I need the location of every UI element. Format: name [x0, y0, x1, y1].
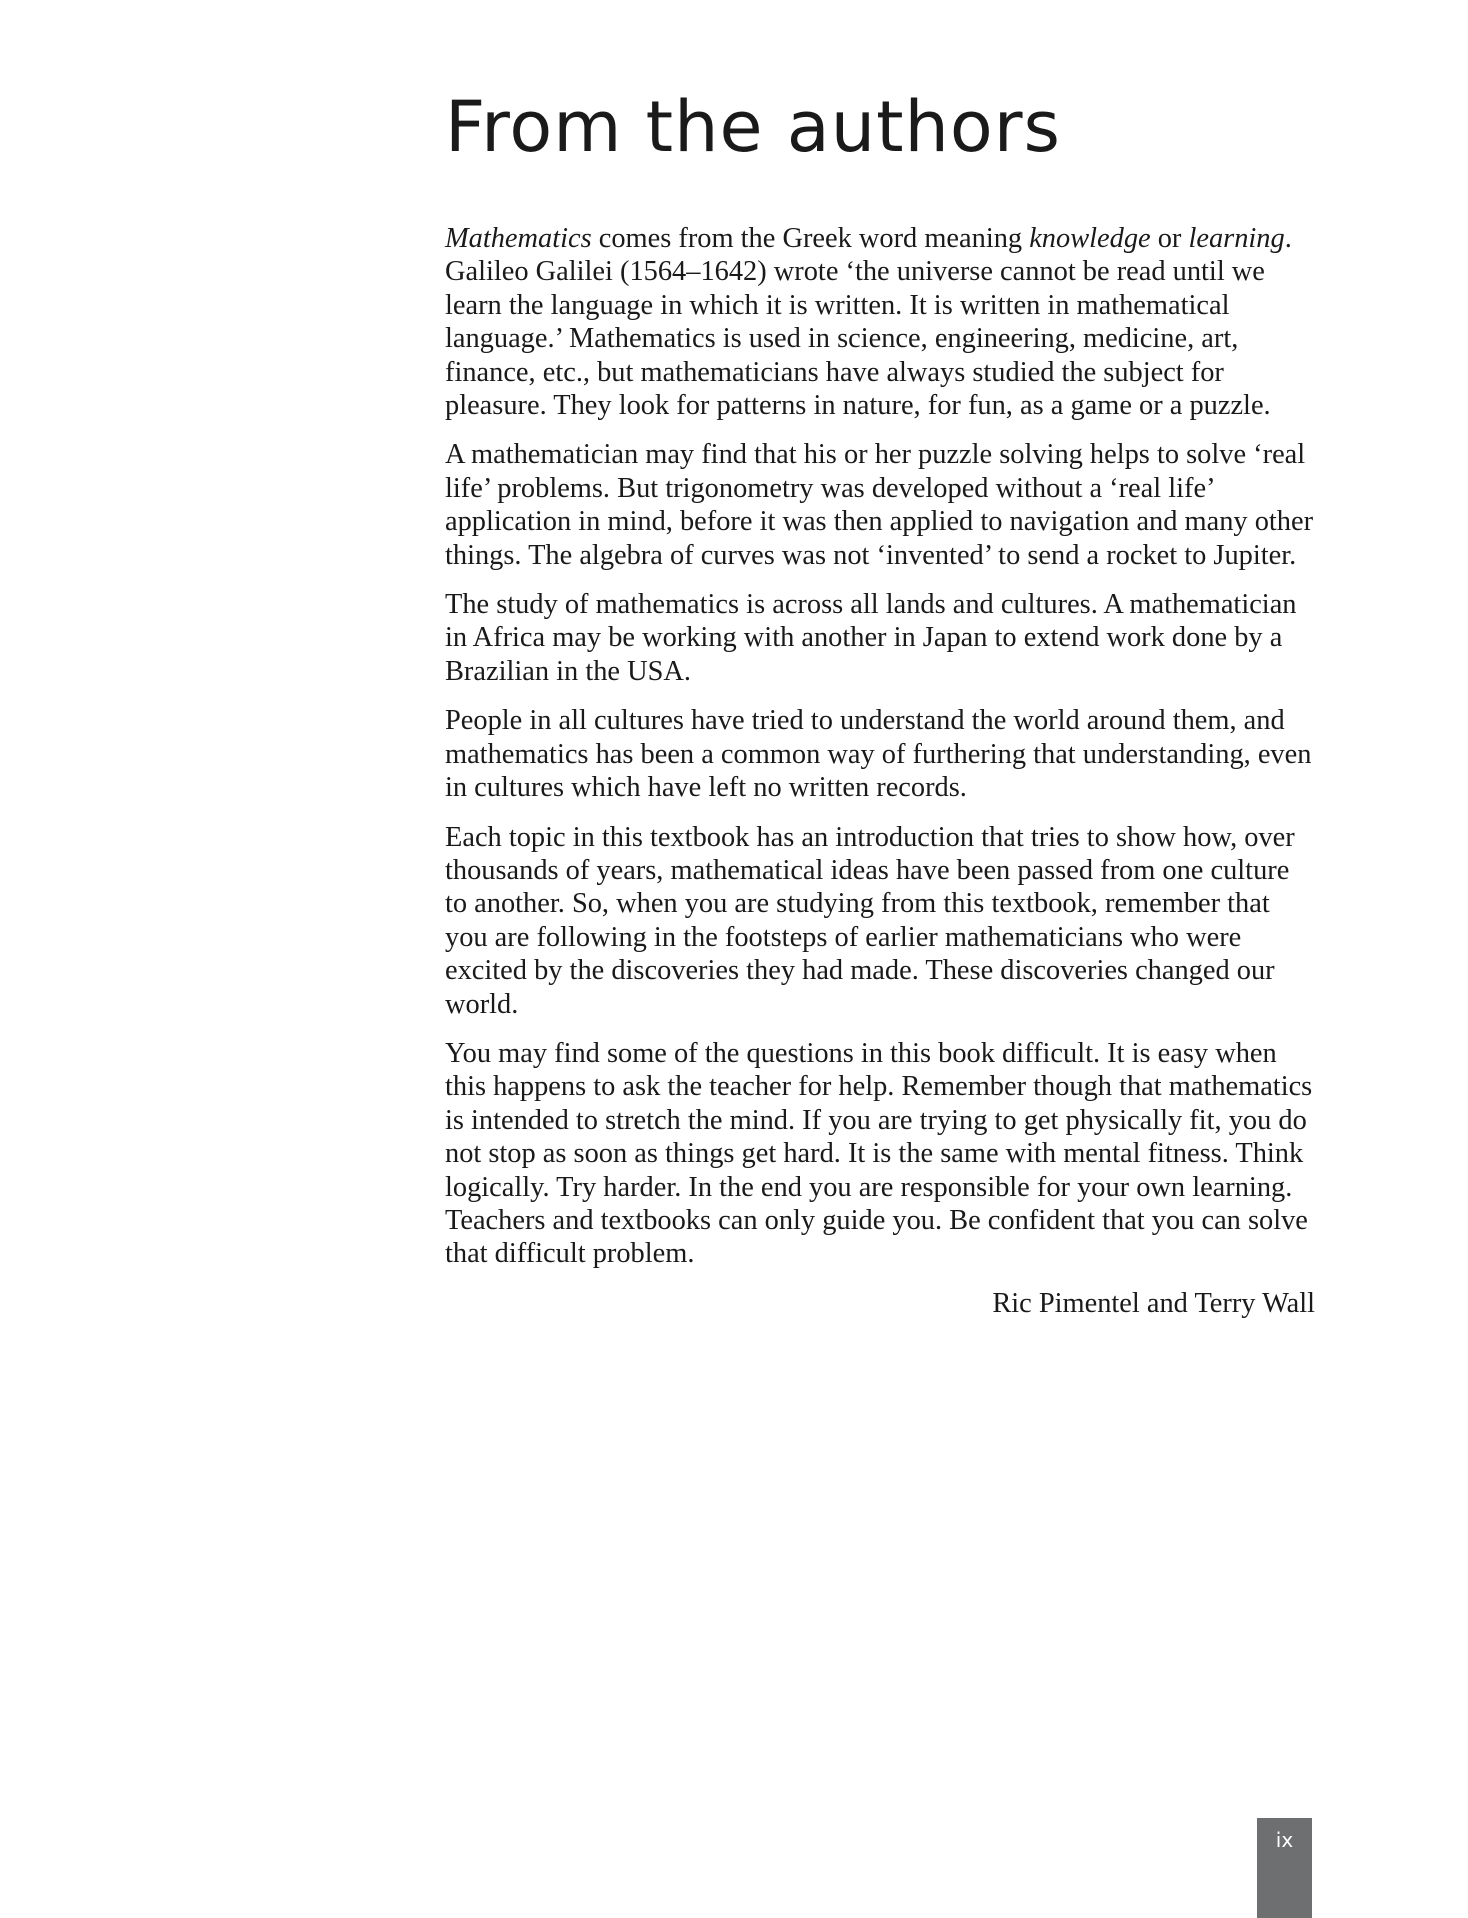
- paragraph-5: [445, 821, 1315, 1021]
- paragraph-text-segment: Each topic in this textbook has an introduction that tries to show how, over thousands of years, mathematical ideas have been passed from one culture to another. So, when you are studying from this textbook, remember that you are following in the footsteps of earlier mathematicians who were excited by the discoveries they had made. These discoveries changed our world.: [445, 821, 1295, 1020]
- paragraph-6: [445, 1037, 1315, 1271]
- paragraph-text-segment: The study of mathematics is across all lands and cultures. A mathematician in Africa may be working with another in Japan to extend work done by a Brazilian in the USA.: [445, 589, 1297, 687]
- paragraph-text-segment: . Galileo Galilei (1564–1642) wrote ‘the universe cannot be read until we learn the language in which it is written. It is written in mathematical language.’ Mathematics is used in science, engineering, medicine, art, finance, etc., but mathematicians have always studied the subject for pleasure. They look for patterns in nature, for fun, as a game or a puzzle.: [445, 223, 1292, 422]
- paragraph-text-segment: comes from the Greek word meaning: [591, 223, 1030, 254]
- paragraph-text-segment: A mathematician may find that his or her puzzle solving helps to solve ‘real life’ problems. But trigonometry was developed without a ‘real life’ application in mind, before it was then applied to navigation and many other things. The algebra of curves was not ‘invented’ to send a rocket to Jupiter.: [445, 439, 1314, 571]
- body-text: [445, 222, 1315, 1336]
- paragraph-text-segment: Mathematics: [445, 223, 592, 254]
- paragraph-1: [445, 222, 1315, 422]
- paragraph-text-segment: knowledge: [1029, 223, 1151, 254]
- paragraph-text-segment: learning: [1188, 223, 1285, 254]
- paragraph-text-segment: or: [1150, 223, 1189, 254]
- paragraph-4: [445, 704, 1315, 804]
- page-number: ix: [1275, 1828, 1294, 1852]
- paragraph-text-segment: People in all cultures have tried to understand the world around them, and mathematics has been a common way of furthering that understanding, even in cultures which have left no written records.: [445, 705, 1312, 804]
- paragraph-2: [445, 438, 1315, 572]
- author-signature: Ric Pimentel and Terry Wall: [992, 1287, 1315, 1319]
- page-number-tab: [1257, 1818, 1312, 1918]
- page-title: From the authors: [445, 86, 1061, 168]
- paragraph-3: [445, 588, 1315, 688]
- paragraph-text-segment: You may find some of the questions in this book difficult. It is easy when this happens to ask the teacher for help. Remember though that mathematics is intended to stretch the mind. If you are trying to get physically fit, you do not stop as soon as things get hard. It is the same with mental fitness. Think logically. Try harder. In the end you are responsible for your own learning. Teachers and textbooks can only guide you. Be confident that you can solve that difficult problem.: [445, 1037, 1313, 1270]
